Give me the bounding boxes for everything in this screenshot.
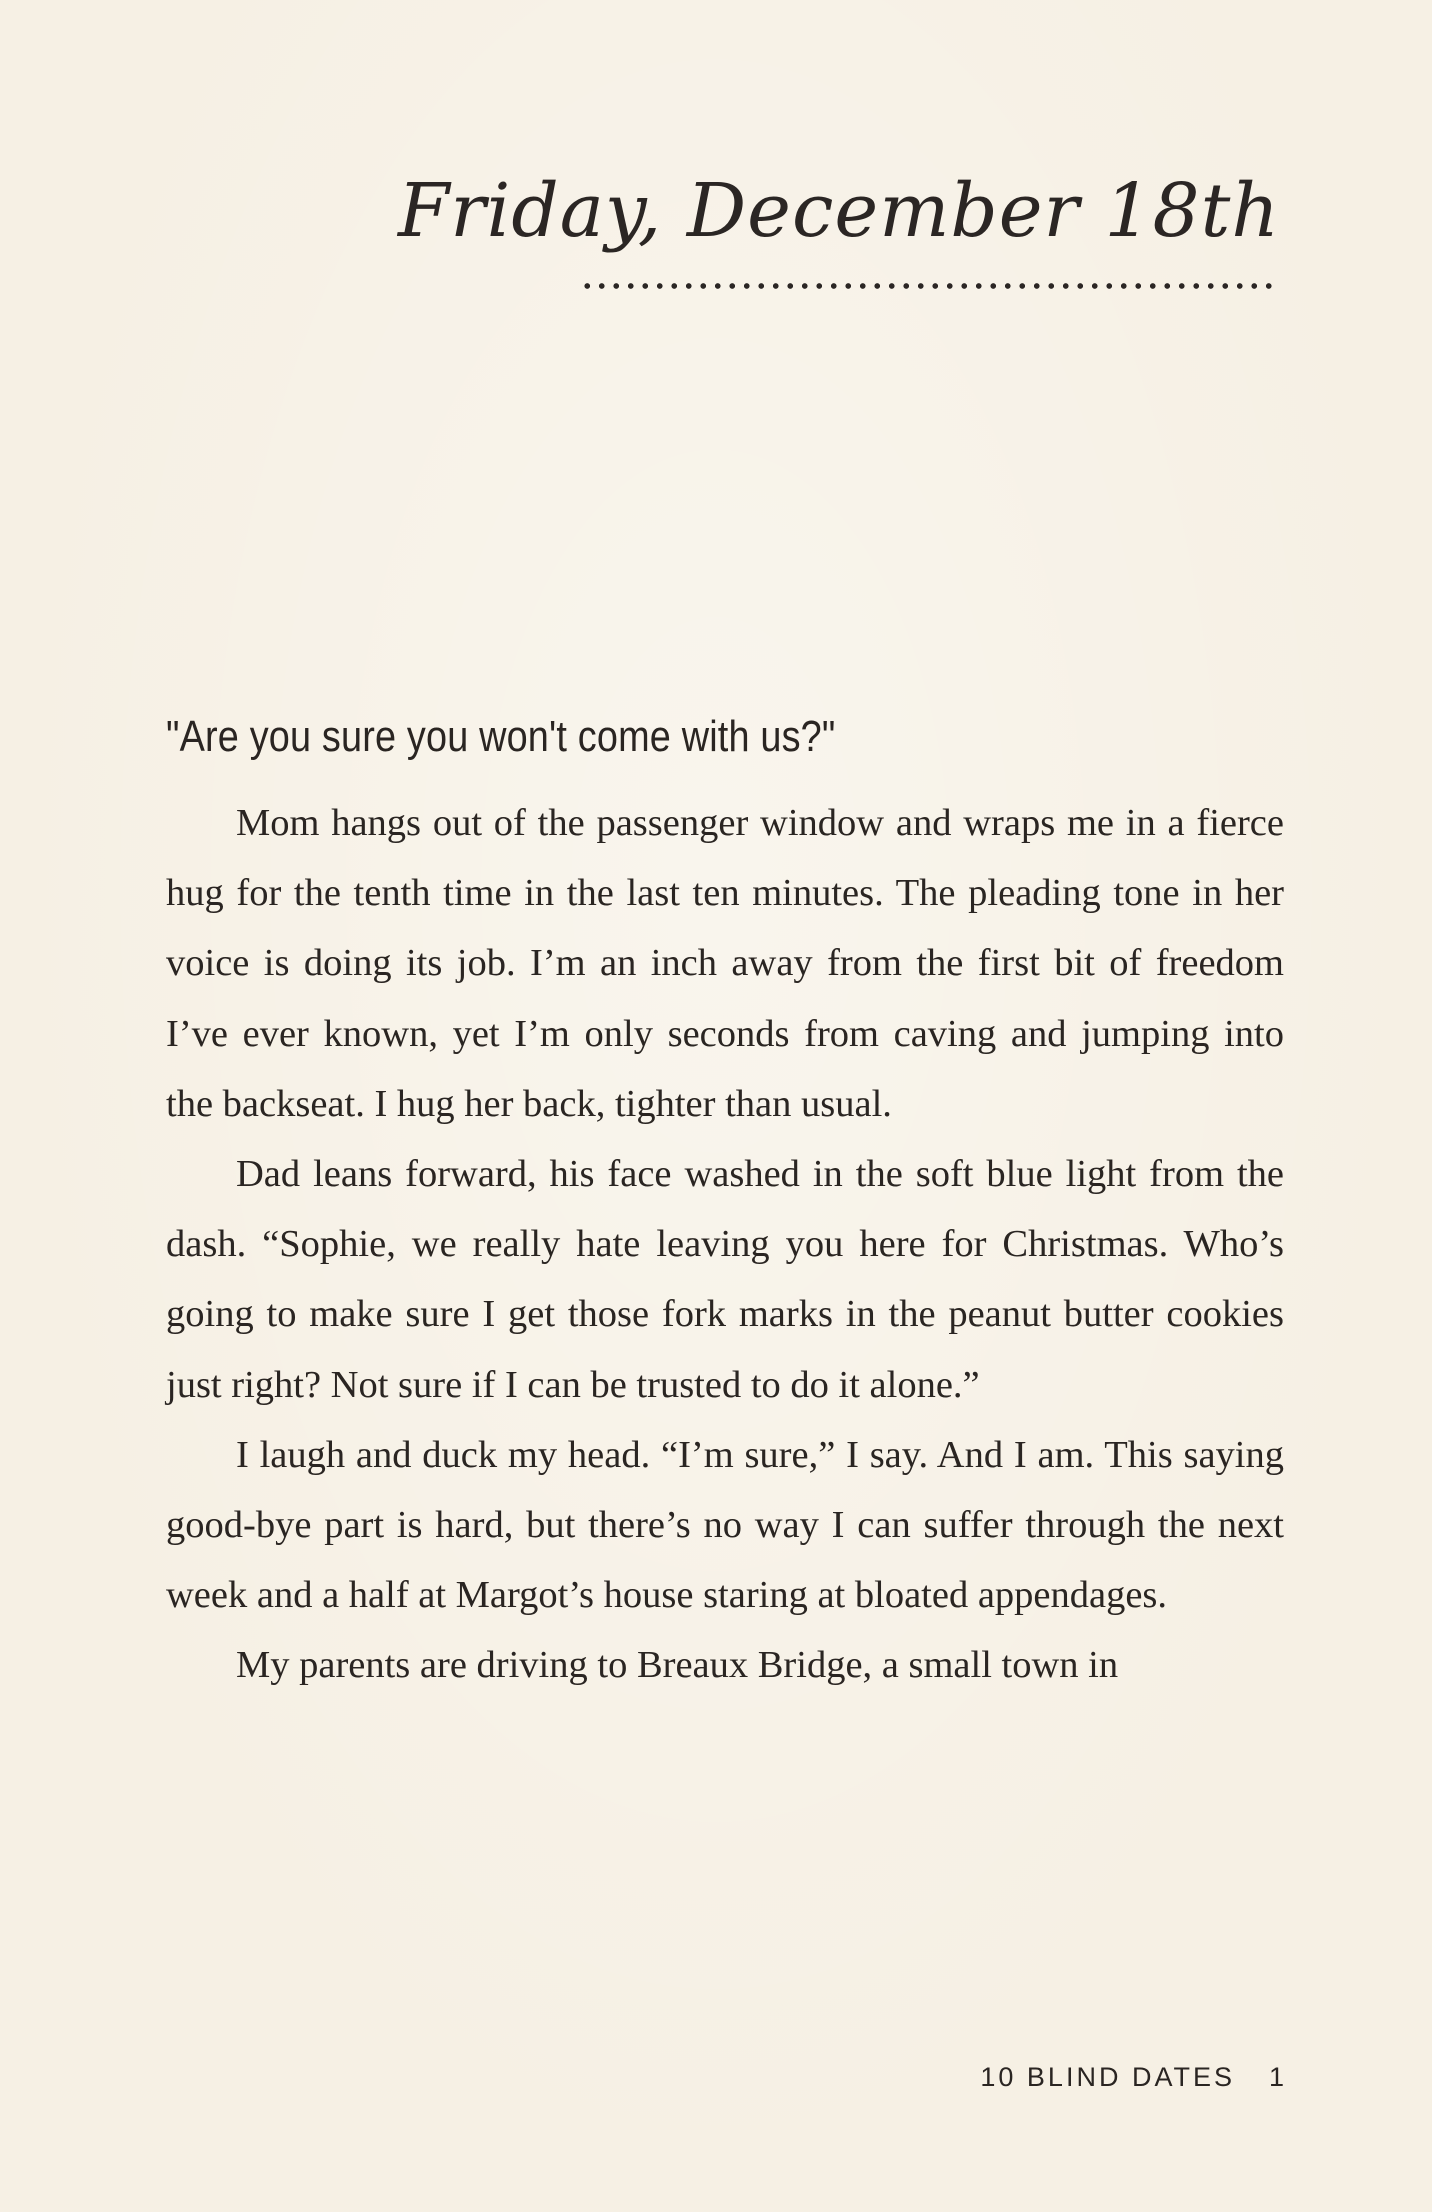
paragraph-2: Dad leans forward, his face washed in the soft blue light from the dash. “Sophie, we really hate leaving you here for Christmas. Who’s going to make sure I get those fork marks in the peanut butter cookies just right? Not sure if I can be trusted to do it alone.” — [166, 1153, 1284, 1406]
paragraph-4: My parents are driving to Breaux Bridge, a small town in — [236, 1644, 1119, 1687]
paragraph-3: I laugh and duck my head. “I’m sure,” I say. And I am. This saying good-bye part is hard, but there’s no way I can suffer through the next week and a half at Margot’s house staring at bloated appendages. — [166, 1433, 1284, 1617]
opening-line: "Are you sure you won't come with us?" — [166, 712, 836, 761]
page-number: 1 — [1268, 2062, 1284, 2092]
body-text — [166, 788, 1284, 1701]
paragraph-1: Mom hangs out of the passenger window and wraps me in a fierce hug for the tenth time in the last ten minutes. The pleading tone in her voice is doing its job. I’m an inch away from the first bit of freedom I’ve ever known, yet I’m only seconds from caving and jumping into the backseat. I hug her back, tighter than usual. — [166, 802, 1284, 1125]
chapter-heading — [397, 160, 1280, 310]
page-footer — [980, 2062, 1284, 2093]
dotted-divider — [580, 282, 1280, 290]
book-title: 10 BLIND DATES — [980, 2062, 1235, 2092]
chapter-title: Friday, December 18th — [397, 168, 1280, 254]
